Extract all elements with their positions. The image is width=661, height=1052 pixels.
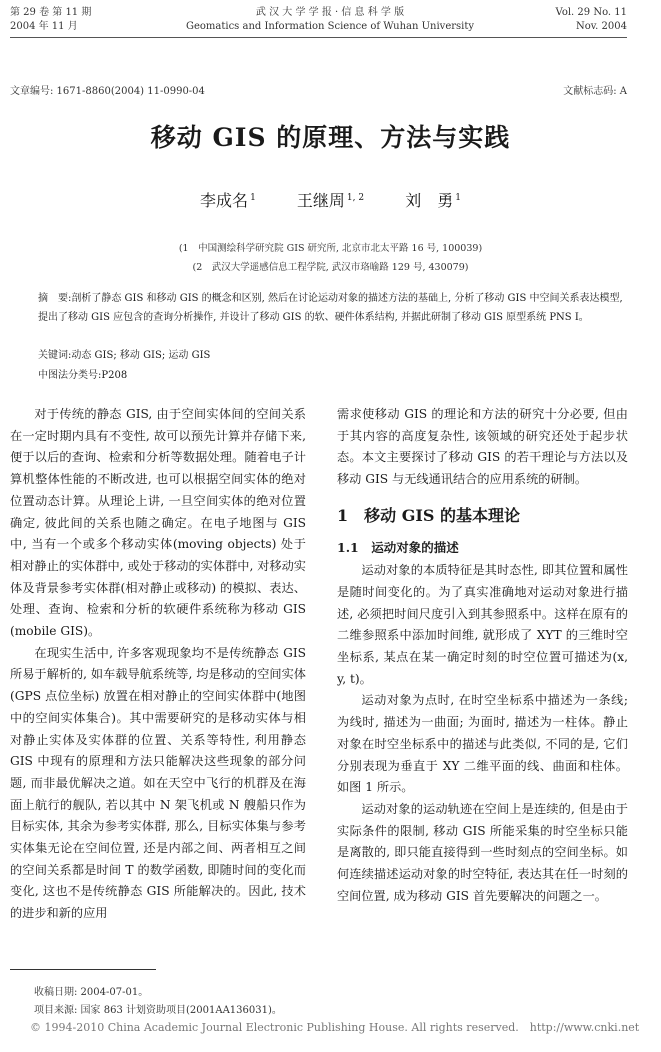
classification bbox=[38, 366, 623, 385]
abstract-label: 摘 要: bbox=[38, 293, 72, 304]
classification-label: 中图法分类号: bbox=[38, 370, 102, 381]
abstract-text: 剖析了静态 GIS 和移动 GIS 的概念和区别, 然后在讨论运动对象的描述方法的基础上, 分析了移动 GIS 中空间关系表达模型, 提出了移动 GIS 应包含的查询分析操作, 并设计了移动 GIS 的软、硬件体系结构, 并据此研制了移动 GIS 原型系统 PNS I。 bbox=[38, 293, 623, 323]
body-paragraph: 在现实生活中, 许多客观现象均不是传统静态 GIS 所易于解析的, 如车载导航系统等, 均是移动的空间实体(GPS 点位坐标) 放置在相对静止的空间实体群中(地图中的空间实体集合)。其中需要研究的是移动实体与相对静止实体及实体群的位置、关系等特性, 利用静态 GIS 中现有的原理和方法只能解决这些现象的部分问题, 而非最优解决之道。如在天空中飞行的机群及在海面上航行的舰队, 若以其中 N 架飞机或 N 艘船只作为目标实体, 其余为参考实体群, 那么, 目标实体集与参考实体集无论在空间位置, 还是内部之间、两者相互之间的空间关系都是时间 T 的数学函数, 即随时间的变化而变化, 这也不是传统静态 GIS 所能解决的。因此, 技术的进步和新的应用 bbox=[10, 645, 306, 921]
author: 王继周 $^{1, 2}$ bbox=[296, 191, 365, 210]
abstract bbox=[38, 289, 623, 327]
section-heading: 1 移动 GIS 的基本理论 bbox=[337, 505, 520, 525]
paper-title: 移动 GIS 的原理、方法与实践 bbox=[150, 123, 511, 152]
journal-volume-issue: 第 29 卷 第 11 期 bbox=[10, 7, 92, 18]
right-column bbox=[337, 404, 628, 907]
affiliation: (1 中国测绘科学研究院 GIS 研究所, 北京市北太平路 16 号, 100039) bbox=[178, 243, 483, 254]
journal-date: 2004 年 11 月 bbox=[10, 21, 78, 32]
body-paragraph: 需求使移动 GIS 的理论和方法的研究十分必要, 但由于其内容的高度复杂性, 该领域的研究还处于起步状态。本文主要探讨了移动 GIS 的若干理论与方法以及移动 GIS 与无线通讯结合的应用系统的研制。 bbox=[337, 407, 628, 487]
classification-code: P208 bbox=[101, 370, 128, 381]
journal-name-en: Geomatics and Information Science of Wuhan University bbox=[185, 21, 475, 32]
keywords-label: 关键词: bbox=[38, 350, 72, 361]
keywords bbox=[38, 346, 623, 365]
footnote-rule bbox=[10, 969, 156, 970]
author-list bbox=[0, 188, 661, 211]
document-code: 文献标志码: A bbox=[563, 86, 627, 97]
keywords-text: 动态 GIS; 移动 GIS; 运动 GIS bbox=[71, 350, 211, 361]
left-column bbox=[10, 404, 306, 925]
footnote-received: 收稿日期: 2004-07-01。 bbox=[34, 987, 149, 998]
journal-name-cn: 武 汉 大 学 学 报 · 信 息 科 学 版 bbox=[255, 7, 405, 18]
body-paragraph: 运动对象的运动轨迹在空间上是连续的, 但是由于实际条件的限制, 移动 GIS 所能采集的时空坐标只能是离散的, 即只能直接得到一些时刻点的空间坐标。如何连续描述运动对象的时空特征, 表达其在任一时刻的空间位置, 成为移动 GIS 首先要解决的问题之一。 bbox=[337, 801, 628, 903]
author: 刘 勇 $^1$ bbox=[405, 191, 461, 210]
footnote-funding: 项目来源: 国家 863 计划资助项目(2001AA136031)。 bbox=[34, 1005, 282, 1016]
journal-volume-en: Vol. 29 No. 11 bbox=[555, 7, 627, 18]
header-rule bbox=[10, 37, 627, 38]
body-paragraph: 运动对象为点时, 在时空坐标系中描述为一条线; 为线时, 描述为一曲面; 为面时, 描述为一柱体。静止对象在时空坐标系中的描述与此类似, 不同的是, 它们分别表现为垂直于 XY 二维平面的线、曲面和柱体。如图 1 所示。 bbox=[337, 693, 628, 795]
subsection-heading: 1.1 运动对象的描述 bbox=[337, 539, 459, 555]
author: 李成名 $^1$ bbox=[200, 191, 256, 210]
journal-date-en: Nov. 2004 bbox=[575, 21, 627, 32]
copyright-notice: © 1994-2010 China Academic Journal Electronic Publishing House. All rights reserved. http://www.cnki.net bbox=[30, 1021, 640, 1034]
affiliation: (2 武汉大学遥感信息工程学院, 武汉市珞喻路 129 号, 430079) bbox=[192, 262, 469, 273]
article-number: 文章编号: 1671-8860(2004) 11-0990-04 bbox=[10, 86, 205, 97]
body-paragraph: 运动对象的本质特征是其时态性, 即其位置和属性是随时间变化的。为了真实准确地对运动对象进行描述, 必须把时间尺度引入到其参照系中。这样在原有的二维参照系中添加时间维, 就形成了 XYT 的三维时空坐标系, 某点在某一确定时刻的时空位置可描述为(x, y, t)。 bbox=[337, 563, 628, 686]
body-paragraph: 对于传统的静态 GIS, 由于空间实体间的空间关系在一定时期内具有不变性, 故可以预先计算并存储下来, 便于以后的查询、检索和分析等数据处理。随着电子计算机整体性能的不断改进, 也可以根据空间实体的绝对位置动态计算。从理论上讲, 一旦空间实体的绝对位置确定, 彼此间的关系也随之确定。在电子地图与 GIS 中, 当有一个或多个移动实体(moving objects) 处于相对静止的实体群中, 或处于移动的实体群中, 对移动实体及背景参考实体群(相对静止或移动) 的模拟、表达、处理、查询、检索和分析的软硬件系统称为移动 GIS (mobile GIS)。 bbox=[10, 407, 306, 639]
